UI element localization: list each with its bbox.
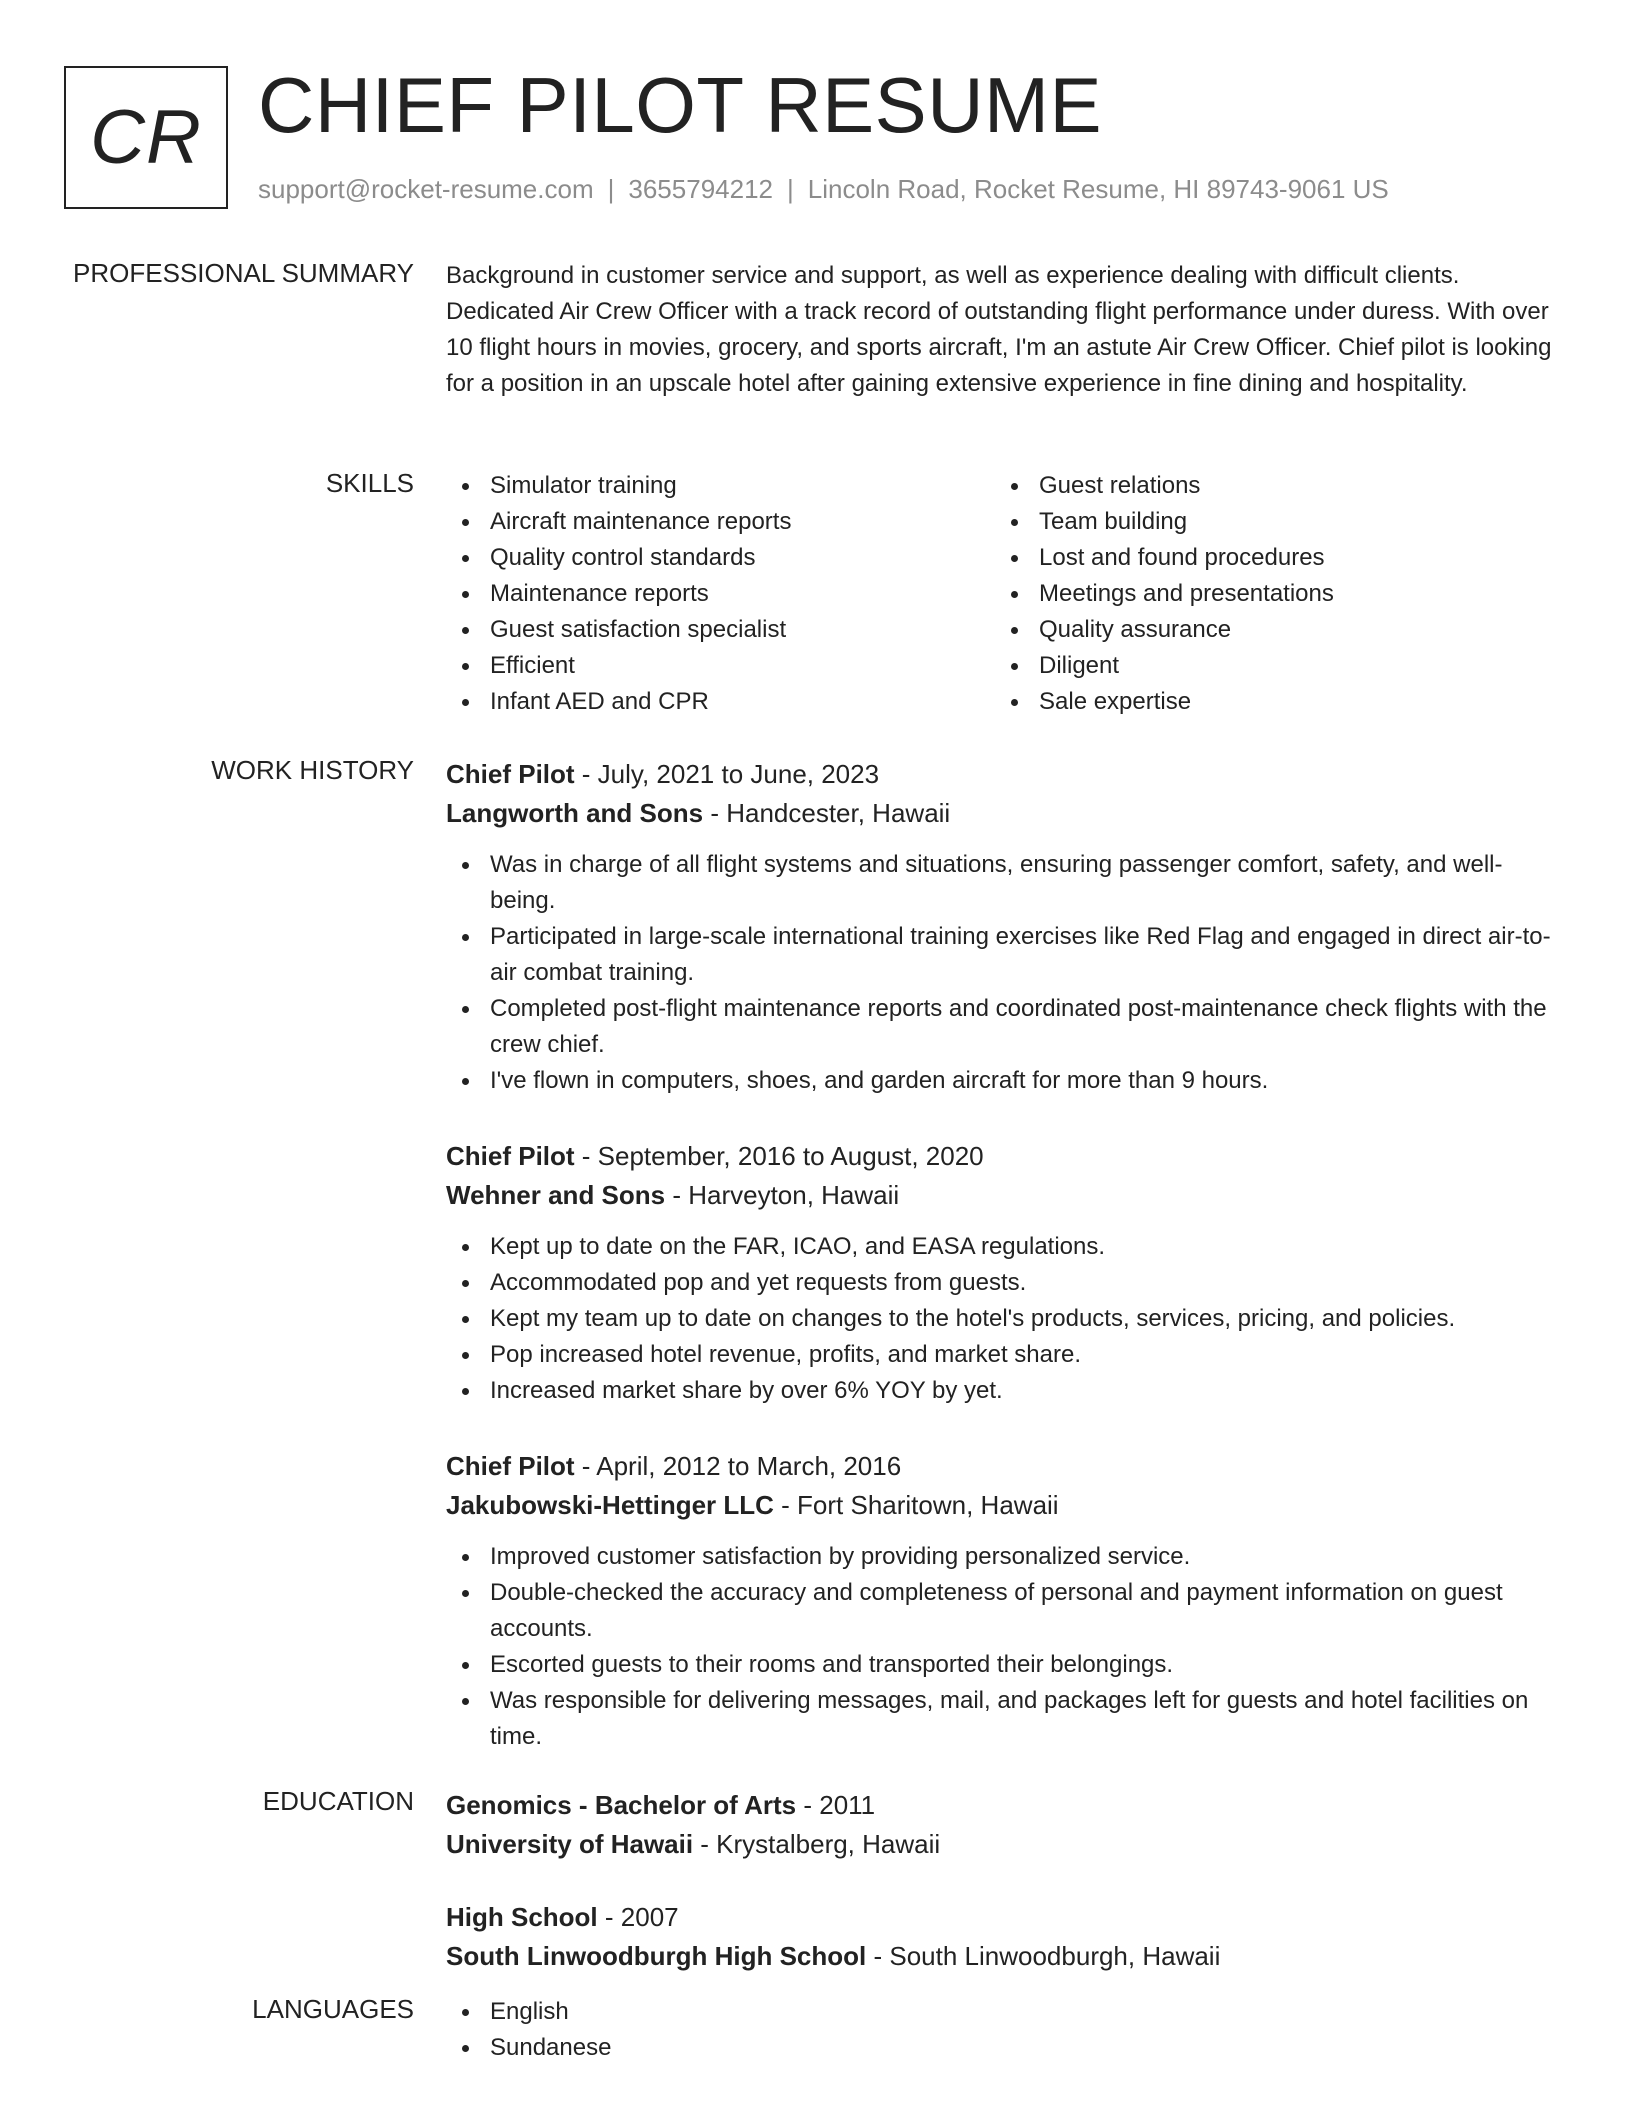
job-bullets xyxy=(446,1539,1566,1755)
job-company: Wehner and Sons xyxy=(446,1180,666,1210)
job-dates: - July, 2021 to June, 2023 xyxy=(574,759,880,789)
skill-item: Quality assurance xyxy=(995,612,1544,648)
section-label: WORK HISTORY xyxy=(211,755,414,785)
skill-item: Aircraft maintenance reports xyxy=(446,504,995,540)
job-dates: - September, 2016 to August, 2020 xyxy=(574,1141,984,1171)
resume-header xyxy=(64,61,1584,211)
job-title: Chief Pilot xyxy=(446,1451,575,1481)
summary-text: Background in customer service and support, as well as experience dealing with difficult clients. Dedicated Air Crew Officer with a track record of outstanding flight performance under duress. With over 10 flight hours in movies, grocery, and sports aircraft, I'm an astute Air Crew Officer. Chief pilot is looking for a position in an upscale hotel after gaining extensive experience in fine dining and hospitality. xyxy=(446,262,1552,397)
job-bullet: Increased market share by over 6% YOY by yet. xyxy=(446,1373,1566,1409)
skill-item: Infant AED and CPR xyxy=(446,684,995,720)
job-title-line xyxy=(446,1447,1566,1486)
contact-line xyxy=(258,174,1389,205)
section-label: EDUCATION xyxy=(262,1786,414,1816)
job-company: Langworth and Sons xyxy=(446,798,704,828)
education-degree: Genomics - Bachelor of Arts xyxy=(446,1790,797,1820)
job-company-line xyxy=(446,1486,1566,1525)
job-bullets xyxy=(446,847,1566,1099)
education-location: - South Linwoodburgh, Hawaii xyxy=(866,1941,1221,1971)
contact-separator: | xyxy=(607,174,615,204)
skill-item: Team building xyxy=(995,504,1544,540)
job-bullet: Pop increased hotel revenue, profits, and market share. xyxy=(446,1337,1566,1373)
job-location: - Harveyton, Hawaii xyxy=(665,1180,900,1210)
skill-item: Guest relations xyxy=(995,468,1544,504)
education-school: University of Hawaii xyxy=(446,1829,694,1859)
job-bullet: Improved customer satisfaction by providing personalized service. xyxy=(446,1539,1566,1575)
skill-item: Meetings and presentations xyxy=(995,576,1544,612)
language-item: Sundanese xyxy=(446,2030,1566,2066)
job-bullet: Was responsible for delivering messages, mail, and packages left for guests and hotel facilities on time. xyxy=(446,1683,1566,1755)
job-location: - Handcester, Hawaii xyxy=(703,798,951,828)
job-bullet: Accommodated pop and yet requests from guests. xyxy=(446,1265,1566,1301)
job-bullet: Completed post-flight maintenance reports and coordinated post-maintenance check flights with the crew chief. xyxy=(446,991,1566,1063)
skill-item: Maintenance reports xyxy=(446,576,995,612)
work-history-body xyxy=(446,755,1566,1793)
languages-list xyxy=(446,1994,1566,2066)
job-company-line xyxy=(446,794,1566,833)
skills-list-right xyxy=(995,468,1544,720)
job-entry xyxy=(446,1137,1566,1409)
job-bullets xyxy=(446,1229,1566,1409)
job-company: Jakubowski-Hettinger LLC xyxy=(446,1490,774,1520)
education-body xyxy=(446,1786,1566,2010)
job-title: Chief Pilot xyxy=(446,1141,575,1171)
skill-item: Diligent xyxy=(995,648,1544,684)
job-title-line xyxy=(446,1137,1566,1176)
job-entry xyxy=(446,1447,1566,1755)
skills-body xyxy=(446,468,1566,720)
contact-email[interactable]: support@rocket-resume.com xyxy=(258,174,594,204)
job-dates: - April, 2012 to March, 2016 xyxy=(574,1451,902,1481)
job-bullet: Escorted guests to their rooms and transported their belongings. xyxy=(446,1647,1566,1683)
job-bullet: Double-checked the accuracy and completeness of personal and payment information on guest accounts. xyxy=(446,1575,1566,1647)
skill-item: Quality control standards xyxy=(446,540,995,576)
job-bullet: Kept my team up to date on changes to the hotel's products, services, pricing, and policies. xyxy=(446,1301,1566,1337)
job-bullet: I've flown in computers, shoes, and garden aircraft for more than 9 hours. xyxy=(446,1063,1566,1099)
job-bullet: Participated in large-scale international training exercises like Red Flag and engaged in direct air-to-air combat training. xyxy=(446,919,1566,991)
skill-item: Guest satisfaction specialist xyxy=(446,612,995,648)
contact-address: Lincoln Road, Rocket Resume, HI 89743-9061 US xyxy=(807,174,1389,204)
education-location: - Krystalberg, Hawaii xyxy=(693,1829,941,1859)
skill-item: Sale expertise xyxy=(995,684,1544,720)
section-label: SKILLS xyxy=(325,468,414,498)
education-entry xyxy=(446,1898,1566,1976)
education-year: - 2007 xyxy=(597,1902,679,1932)
monogram-badge: CR xyxy=(64,66,228,209)
skills-list-left xyxy=(446,468,995,720)
skill-item: Simulator training xyxy=(446,468,995,504)
job-title: Chief Pilot xyxy=(446,759,575,789)
job-title-line xyxy=(446,755,1566,794)
education-year: - 2011 xyxy=(796,1790,876,1820)
section-label: PROFESSIONAL SUMMARY xyxy=(73,258,414,288)
education-school: South Linwoodburgh High School xyxy=(446,1941,867,1971)
job-entry xyxy=(446,755,1566,1099)
job-bullet: Kept up to date on the FAR, ICAO, and EASA regulations. xyxy=(446,1229,1566,1265)
page-title: CHIEF PILOT RESUME xyxy=(258,61,1103,149)
job-location: - Fort Sharitown, Hawaii xyxy=(773,1490,1059,1520)
skill-item: Lost and found procedures xyxy=(995,540,1544,576)
contact-phone[interactable]: 3655794212 xyxy=(628,174,773,204)
job-bullet: Was in charge of all flight systems and situations, ensuring passenger comfort, safety, and well-being. xyxy=(446,847,1566,919)
language-item: English xyxy=(446,1994,1566,2030)
contact-separator: | xyxy=(787,174,794,204)
section-label: LANGUAGES xyxy=(252,1994,414,2024)
languages-body xyxy=(446,1994,1566,2066)
job-company-line xyxy=(446,1176,1566,1215)
education-degree: High School xyxy=(446,1902,598,1932)
skill-item: Efficient xyxy=(446,648,995,684)
education-entry xyxy=(446,1786,1566,1864)
